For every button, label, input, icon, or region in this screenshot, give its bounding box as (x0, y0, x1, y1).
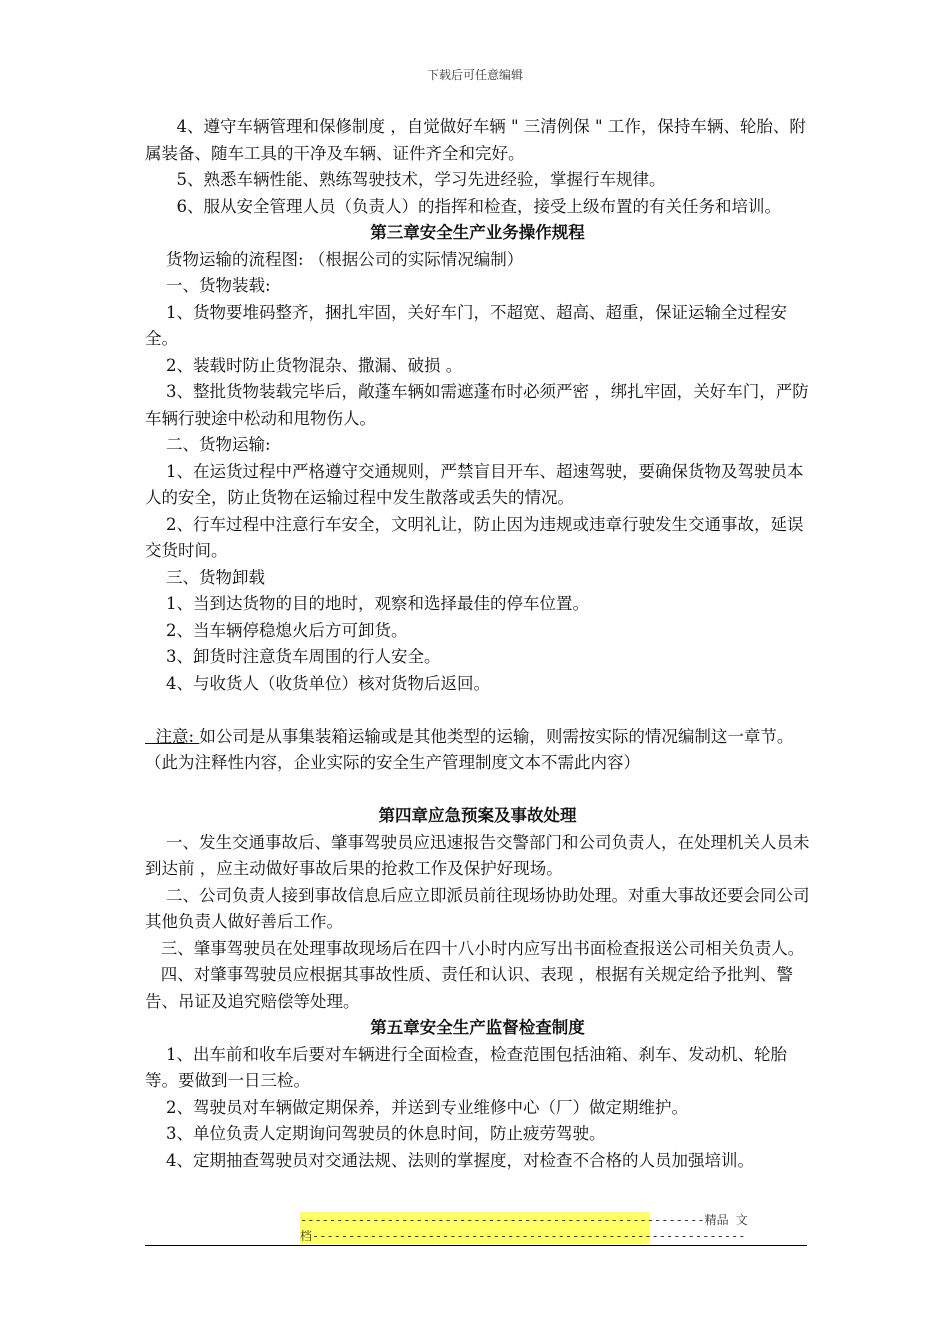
note-paragraph (145, 724, 810, 777)
document-body (145, 114, 810, 1174)
paragraph: 四、对肇事驾驶员应根据其事故性质、责任和认识、表现 ，根据有关规定给予批判、警告、吊证及追究赔偿等处理。 (145, 965, 793, 1011)
paragraph: 3、整批货物装载完毕后，敞蓬车辆如需遮蓬布时必须严密 ，绑扎牢固，关好车门，严防车辆行驶途中松动和甩物伤人。 (145, 382, 809, 428)
note-text: 如公司是从事集装箱运输或是其他类型的运输，则需按实际的情况编制这一章节。（此为注释性内容，企业实际的安全生产管理制度文本不需此内容） (145, 726, 794, 772)
paragraph: 二、货物运输: (145, 435, 271, 454)
paragraph: 1、在运货过程中严格遵守交通规则，严禁盲目开车、超速驾驶，要确保货物及驾驶员本人的安全，防止货物在运输过程中发生散落或丢失的情况。 (145, 461, 804, 507)
paragraph: 二、公司负责人接到事故信息后应立即派员前往现场协助处理。对重大事故还要会同公司其他负责人做好善后工作。 (145, 885, 810, 931)
paragraph: 3、单位负责人定期询问驾驶员的休息时间，防止疲劳驾驶。 (145, 1124, 606, 1143)
paragraph: 2、装载时防止货物混杂、撒漏、破损 。 (145, 355, 463, 375)
note-label: 注意: (145, 726, 200, 746)
paragraph: 4、定期抽查驾驶员对交通法规、法则的掌握度，对检查不合格的人员加强培训。 (145, 1150, 754, 1170)
paragraph: 2、驾驶员对车辆做定期保养，并送到专业维修中心（厂）做定期维护。 (145, 1097, 688, 1117)
paragraph: 货物运输的流程图: （根据公司的实际情况编制） (145, 249, 524, 269)
paragraph: 三、货物卸载 (145, 567, 265, 587)
blank-line (145, 777, 810, 804)
chapter-heading: 第三章安全生产业务操作规程 (370, 223, 585, 242)
paragraph: 4、与收货人（收货单位）核对货物后返回。 (145, 673, 490, 693)
paragraph: 1、出车前和收车后要对车辆进行全面检查，检查范围包括油箱、刹车、发动机、轮胎等。要做到一日三检。 (145, 1044, 787, 1090)
blank-line (145, 697, 810, 724)
paragraph: 2、当车辆停稳熄火后方可卸货。 (145, 620, 408, 640)
paragraph: 2、行车过程中注意行车安全，文明礼让，防止因为违规或违章行驶发生交通事故，延误交货时间。 (145, 514, 804, 560)
footer-line-1: --------------------------------------------------------精品 文 (300, 1213, 748, 1227)
paragraph: 1、货物要堆码整齐，捆扎牢固，关好车门，不超宽、超高、超重，保证运输全过程安全。 (145, 302, 787, 348)
paragraph: 1、当到达货物的目的地时，观察和选择最佳的停车位置。 (145, 594, 589, 613)
page-header: 下载后可任意编辑 (426, 68, 523, 82)
footer-rule (145, 1245, 807, 1246)
paragraph: 三、肇事驾驶员在处理事故现场后在四十八小时内应写出书面检查报送公司相关负责人。 (145, 938, 805, 958)
paragraph: 一、发生交通事故后、肇事驾驶员应迅速报告交警部门和公司负责人，在处理机关人员未到达前 ，应主动做好事故后果的抢救工作及保护好现场。 (145, 832, 810, 878)
paragraph: 5、熟悉车辆性能、熟练驾驶技术，学习先进经验，掌握行车规律。 (145, 170, 666, 189)
chapter-heading: 第五章安全生产监督检查制度 (370, 1018, 585, 1037)
paragraph: 6、服从安全管理人员（负责人）的指挥和检查，接受上级布置的有关任务和培训。 (145, 196, 781, 216)
paragraph: 一、货物装载: (145, 276, 271, 295)
paragraph: 3、卸货时注意货车周围的行人安全。 (145, 647, 441, 666)
footer-watermark (300, 1212, 748, 1244)
chapter-heading: 第四章应急预案及事故处理 (378, 806, 577, 825)
footer-line-2: 档------------------------------------------------------------ (300, 1229, 746, 1243)
paragraph: 4、遵守车辆管理和保修制度 ，自觉做好车辆 " 三清例保 " 工作，保持车辆、轮胎、附属装备、随车工具的干净及车辆、证件齐全和完好。 (145, 117, 806, 163)
